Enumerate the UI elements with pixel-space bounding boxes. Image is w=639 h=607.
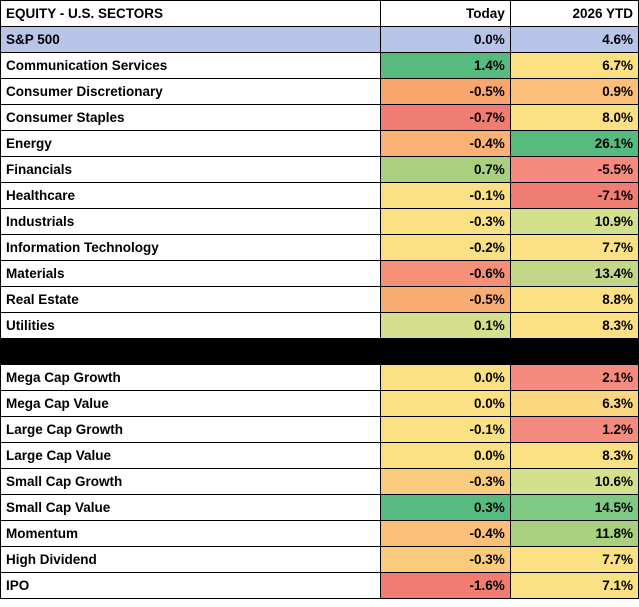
- table-row: [1, 235, 639, 261]
- table-row: [1, 391, 639, 417]
- row-ytd-value: 2.1%: [510, 365, 638, 391]
- table-row: [1, 287, 639, 313]
- row-today-value: -0.3%: [380, 209, 510, 235]
- row-today-value: -1.6%: [380, 573, 510, 599]
- row-today-value: 0.7%: [380, 157, 510, 183]
- row-label: Large Cap Growth: [1, 417, 381, 443]
- table-row: [1, 573, 639, 599]
- table-row: [1, 131, 639, 157]
- section-divider: [1, 339, 639, 365]
- row-ytd-value: 14.5%: [510, 495, 638, 521]
- row-label: IPO: [1, 573, 381, 599]
- row-label: Healthcare: [1, 183, 381, 209]
- row-today-value: 0.0%: [380, 365, 510, 391]
- table-row: [1, 105, 639, 131]
- row-ytd-value: 8.8%: [510, 287, 638, 313]
- table-row: [1, 313, 639, 339]
- row-label: Real Estate: [1, 287, 381, 313]
- table-row: [1, 495, 639, 521]
- row-today-value: -0.7%: [380, 105, 510, 131]
- row-label: Momentum: [1, 521, 381, 547]
- row-ytd-value: 7.7%: [510, 547, 638, 573]
- row-ytd-value: 7.7%: [510, 235, 638, 261]
- row-today-value: -0.6%: [380, 261, 510, 287]
- table-row: [1, 469, 639, 495]
- section-divider-cell: [1, 339, 639, 365]
- row-ytd-value: 10.9%: [510, 209, 638, 235]
- row-ytd-value: 8.3%: [510, 443, 638, 469]
- row-label: Materials: [1, 261, 381, 287]
- row-label: Consumer Staples: [1, 105, 381, 131]
- column-header-today: Today: [380, 1, 510, 27]
- table-row: [1, 79, 639, 105]
- row-today-value: 0.1%: [380, 313, 510, 339]
- table-row: [1, 521, 639, 547]
- row-label: Information Technology: [1, 235, 381, 261]
- row-label: Small Cap Value: [1, 495, 381, 521]
- table-row: [1, 209, 639, 235]
- row-today-value: -0.5%: [380, 79, 510, 105]
- row-label: S&P 500: [1, 27, 381, 53]
- table-row: [1, 365, 639, 391]
- row-today-value: -0.4%: [380, 131, 510, 157]
- row-ytd-value: 6.7%: [510, 53, 638, 79]
- row-today-value: -0.4%: [380, 521, 510, 547]
- row-label: Large Cap Value: [1, 443, 381, 469]
- row-label: Communication Services: [1, 53, 381, 79]
- table-row: [1, 547, 639, 573]
- row-today-value: -0.2%: [380, 235, 510, 261]
- row-today-value: 0.3%: [380, 495, 510, 521]
- row-ytd-value: 26.1%: [510, 131, 638, 157]
- table-header-row: [1, 1, 639, 27]
- row-today-value: 0.0%: [380, 27, 510, 53]
- row-label: Energy: [1, 131, 381, 157]
- row-ytd-value: 7.1%: [510, 573, 638, 599]
- column-header-category: EQUITY - U.S. SECTORS: [1, 1, 381, 27]
- table-row: [1, 157, 639, 183]
- row-label: Small Cap Growth: [1, 469, 381, 495]
- row-ytd-value: 8.0%: [510, 105, 638, 131]
- row-label: Financials: [1, 157, 381, 183]
- row-label: Mega Cap Value: [1, 391, 381, 417]
- column-header-ytd: 2026 YTD: [510, 1, 638, 27]
- row-ytd-value: 11.8%: [510, 521, 638, 547]
- table-row: [1, 417, 639, 443]
- row-ytd-value: 4.6%: [510, 27, 638, 53]
- row-today-value: -0.3%: [380, 547, 510, 573]
- row-label: Consumer Discretionary: [1, 79, 381, 105]
- row-today-value: -0.1%: [380, 183, 510, 209]
- row-today-value: 1.4%: [380, 53, 510, 79]
- row-ytd-value: 10.6%: [510, 469, 638, 495]
- row-ytd-value: 0.9%: [510, 79, 638, 105]
- table-body: [1, 1, 639, 599]
- row-today-value: -0.5%: [380, 287, 510, 313]
- row-ytd-value: 13.4%: [510, 261, 638, 287]
- row-label: Utilities: [1, 313, 381, 339]
- row-ytd-value: -7.1%: [510, 183, 638, 209]
- row-label: High Dividend: [1, 547, 381, 573]
- table-row: [1, 183, 639, 209]
- table-row: [1, 261, 639, 287]
- table-row: [1, 27, 639, 53]
- table-row: [1, 53, 639, 79]
- row-today-value: 0.0%: [380, 443, 510, 469]
- row-today-value: 0.0%: [380, 391, 510, 417]
- row-ytd-value: 6.3%: [510, 391, 638, 417]
- row-today-value: -0.1%: [380, 417, 510, 443]
- row-ytd-value: 8.3%: [510, 313, 638, 339]
- table-row: [1, 443, 639, 469]
- row-label: Industrials: [1, 209, 381, 235]
- row-ytd-value: -5.5%: [510, 157, 638, 183]
- row-ytd-value: 1.2%: [510, 417, 638, 443]
- row-label: Mega Cap Growth: [1, 365, 381, 391]
- row-today-value: -0.3%: [380, 469, 510, 495]
